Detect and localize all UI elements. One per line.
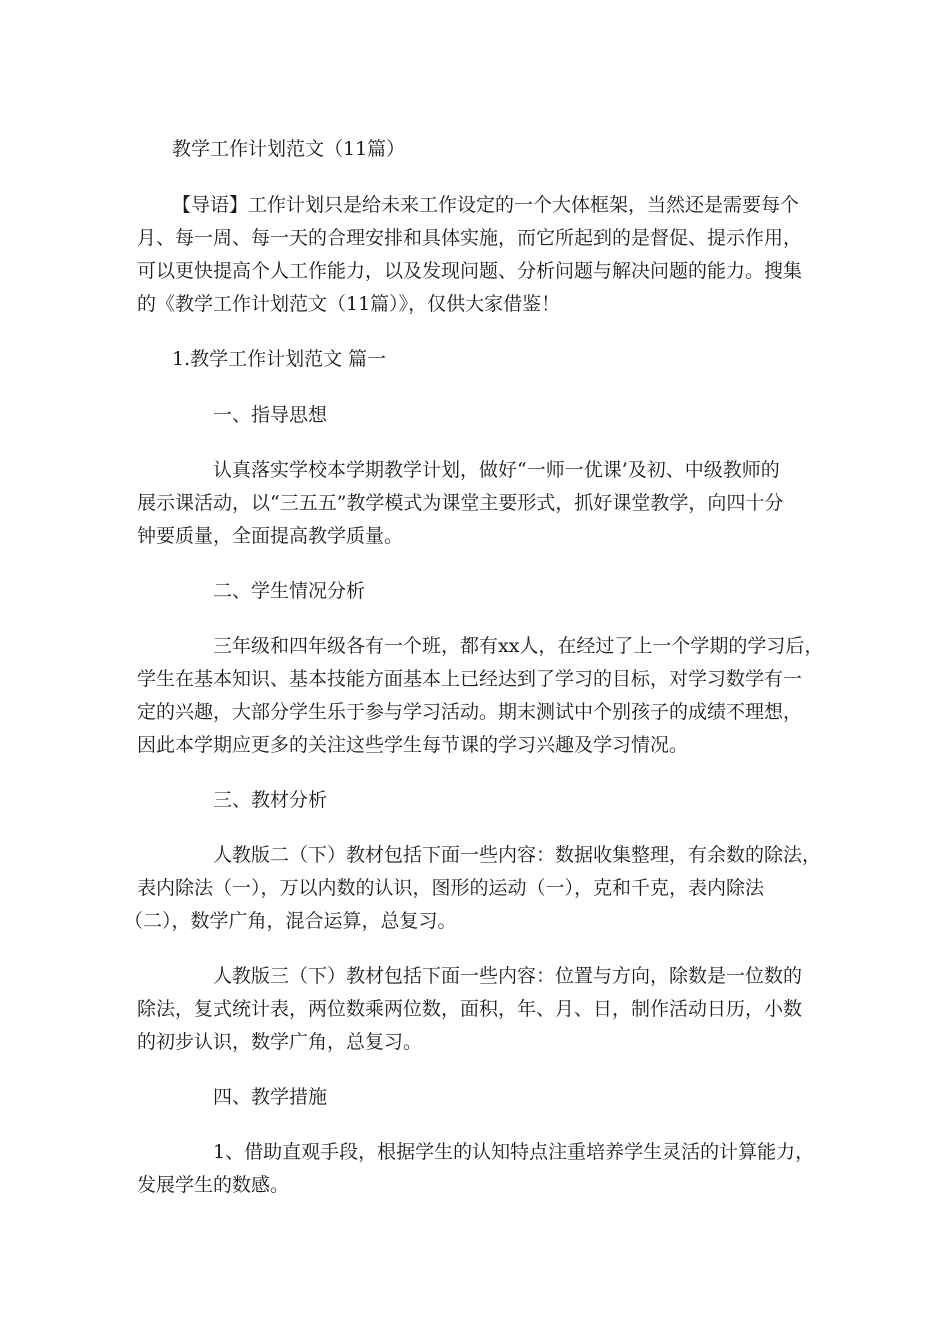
paragraph-line: 展示课活动，以“三五五”教学模式为课堂主要形式，抓好课堂教学，向四十分 xyxy=(137,492,784,514)
paragraph-line: （二），数学广角，混合运算，总复习。 xyxy=(124,910,457,932)
paragraph-line: 人教版二（下）教材包括下面一些内容：数据收集整理，有余数的除法， xyxy=(213,844,822,866)
paragraph-line: 学生在基本知识、基本技能方面基本上已经达到了学习的目标，对学习数学有一 xyxy=(137,668,803,690)
paragraph-line: 定的兴趣，大部分学生乐于参与学习活动。期末测试中个别孩子的成绩不理想， xyxy=(137,701,803,723)
section-heading: 1.教学工作计划范文 篇一 xyxy=(172,348,387,370)
intro-line: 【导语】工作计划只是给未来工作设定的一个大体框架，当然还是需要每个 xyxy=(172,194,800,216)
paragraph-line: 1、借助直观手段，根据学生的认知特点注重培养学生灵活的计算能力， xyxy=(213,1141,815,1163)
paragraph-line: 人教版三（下）教材包括下面一些内容：位置与方向，除数是一位数的 xyxy=(213,965,803,987)
heading-student-analysis: 二、学生情况分析 xyxy=(213,580,366,602)
document-title: 教学工作计划范文（11篇） xyxy=(172,138,406,160)
intro-line: 可以更快提高个人工作能力，以及发现问题、分析问题与解决问题的能力。搜集 xyxy=(137,260,803,282)
paragraph-line: 因此本学期应更多的关注这些学生每节课的学习兴趣及学习情况。 xyxy=(137,734,689,756)
paragraph-line: 三年级和四年级各有一个班，都有xx人，在经过了上一个学期的学习后， xyxy=(213,635,824,657)
paragraph-line: 钟要质量，全面提高教学质量。 xyxy=(137,525,404,547)
paragraph-line: 表内除法（一），万以内数的认识，图形的运动（一），克和千克，表内除法 xyxy=(137,877,765,899)
heading-guiding-thought: 一、指导思想 xyxy=(213,404,328,426)
heading-textbook-analysis: 三、教材分析 xyxy=(213,789,328,811)
paragraph-line: 除法，复式统计表，两位数乘两位数，面积，年、月、日，制作活动日历，小数 xyxy=(137,998,803,1020)
paragraph-line: 发展学生的数感。 xyxy=(137,1174,290,1196)
paragraph-line: 的初步认识，数学广角，总复习。 xyxy=(137,1031,423,1053)
intro-line: 的《教学工作计划范文（11篇）》，仅供大家借鉴！ xyxy=(137,293,561,315)
intro-line: 月、每一周、每一天的合理安排和具体实施，而它所起到的是督促、提示作用， xyxy=(137,227,803,249)
paragraph-line: 认真落实学校本学期教学计划，做好“一师一优课’及初、中级教师的 xyxy=(213,459,780,481)
heading-teaching-measures: 四、教学措施 xyxy=(213,1086,328,1108)
